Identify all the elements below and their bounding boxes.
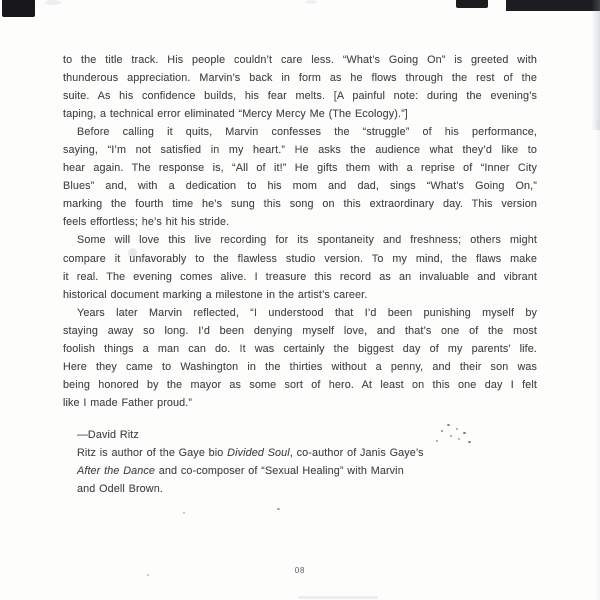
paragraph-2 [63,123,537,231]
body-text-line: historical document marking a milestone in the artist’s career. [63,288,368,301]
body-text-line: marking the fourth time he’s sung this song on this extraordinary day. This version [63,198,537,211]
body-text-line: feels effortless; he’s hit his stride. [63,216,230,229]
credits-text: and co-composer of “Sexual Healing” with Marvin [155,465,404,478]
scan-smudge [45,0,61,5]
body-text-line: taping, a technical error eliminated “Mercy Mercy Me (The Ecology).”] [63,108,408,121]
body-text-line: staying away so long. I’d been denying myself love, and that’s one of the most [63,324,537,337]
body-text-line: compare it unfavorably to the flawless studio version. To my mind, the flaws make [63,252,537,265]
body-text-line: hear again. The response is, “All of it!” He gifts them with a reprise of “Inner City [63,162,537,175]
body-text-line: saying, “I’m not satisfied in my heart.” He asks the audience what they’d like to [63,144,537,157]
body-text-line: Here they came to Washington in the thirties without a penny, and their son was [63,360,537,373]
book-title-divided-soul: Divided Soul [227,447,290,460]
body-text [63,51,537,412]
body-text-line: like I made Father proud.” [63,396,193,409]
paragraph-1 [63,51,537,123]
body-text-line: thunderous appreciation. Marvin’s back in form as he flows through the rest of the [63,72,537,85]
scan-artifact-top-right [506,0,600,11]
credits-line [77,444,517,462]
scan-smudge [305,0,317,4]
credits-line: and Odell Brown. [77,483,163,496]
credits-byline: —David Ritz [77,429,139,441]
book-title-after-the-dance: After the Dance [77,465,156,478]
page-edge-shadow [591,0,600,130]
ink-speck [183,512,185,514]
body-text-line: suite. As his confidence builds, his fear melts. [A painful note: during the evening’s [63,90,537,103]
body-text-line: Before calling it quits, Marvin confesses the “struggle” of his performance, [77,126,537,139]
paragraph-4 [63,304,537,412]
credits-block [77,426,517,498]
scan-artifact-top-left [2,0,35,17]
credits-text: , co-author of Janis Gaye’s [289,447,424,460]
body-text-line: foolish things a man can do. It was certainly the biggest day of my parents’ life. [63,342,537,355]
body-text-line: being honored by the mayor as some sort of hero. At least on this one day I felt [63,378,537,391]
body-text-line: Years later Marvin reflected, “I understood that I’d been punishing myself by [77,306,537,319]
page-number: 08 [294,566,306,575]
body-text-line: to the title track. His people couldn’t care less. “What’s Going On” is greeted with [63,54,537,66]
credits-line [77,462,517,480]
scan-artifact-top-dash [456,0,488,8]
credits-text: Ritz is author of the Gaye bio [77,447,228,460]
body-text-line: Blues” and, with a dedication to his mom and dad, sings “What’s Going On,” [63,180,537,193]
paragraph-3 [63,231,537,303]
scan-smudge [298,596,378,599]
page-edge-shadow-lower [595,120,600,600]
ink-speck [277,508,280,510]
body-text-line: Some will love this live recording for its spontaneity and freshness; others might [77,234,537,247]
body-text-line: it real. The evening comes alive. I treasure this record as an invaluable and vibrant [63,270,537,283]
